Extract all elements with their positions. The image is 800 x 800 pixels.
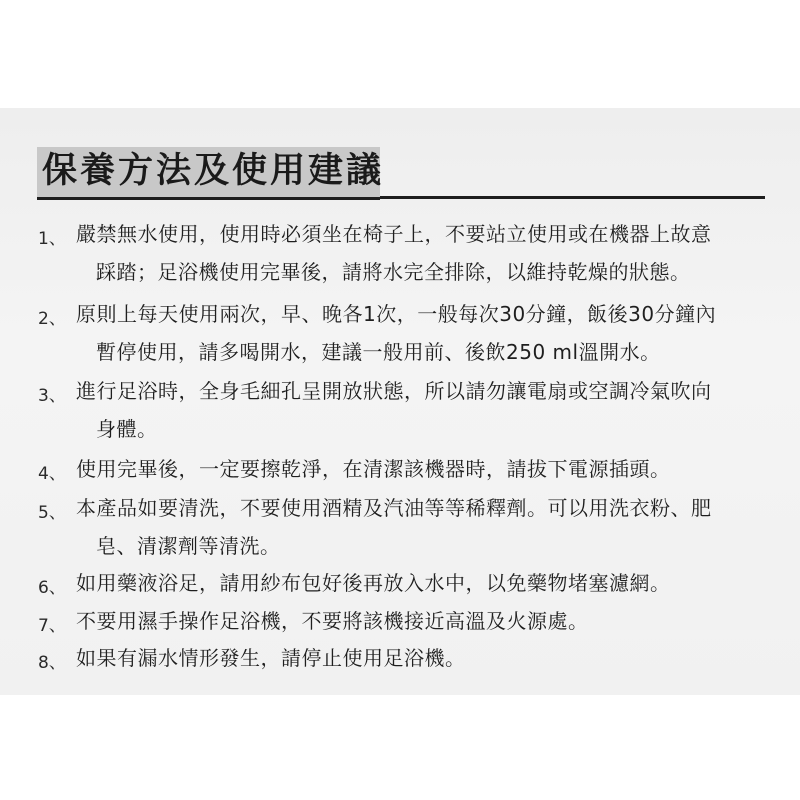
list-item-6 — [0, 571, 800, 611]
item-text-line1: 使用完畢後，一定要擦乾淨，在清潔該機器時，請拔下電源插頭。 — [76, 457, 671, 481]
item-text-line1: 不要用濕手操作足浴機，不要將該機接近高溫及火源處。 — [76, 609, 589, 633]
item-number: 3、 — [38, 386, 66, 406]
item-text-line1: 嚴禁無水使用，使用時必須坐在椅子上，不要站立使用或在機器上故意 — [76, 222, 712, 246]
item-text-line2: 皂、清潔劑等清洗。 — [96, 534, 281, 558]
list-item-5 — [0, 496, 800, 558]
item-text-line2: 身體。 — [96, 417, 158, 441]
item-text-line1: 如果有漏水情形發生，請停止使用足浴機。 — [76, 646, 466, 670]
page-title: 保養方法及使用建議 — [42, 151, 385, 191]
list-item-8 — [0, 646, 800, 686]
item-text-line1: 如用藥液浴足，請用紗布包好後再放入水中，以免藥物堵塞濾網。 — [76, 571, 671, 595]
list-item-1 — [0, 222, 800, 284]
item-number: 5、 — [38, 503, 66, 523]
item-text-line2: 踩踏；足浴機使用完畢後，請將水完全排除，以維持乾燥的狀態。 — [96, 260, 691, 284]
item-number: 4、 — [38, 464, 66, 484]
title-underline — [380, 196, 765, 199]
item-number: 2、 — [38, 309, 66, 329]
item-text-line1: 進行足浴時，全身毛細孔呈開放狀態，所以請勿讓電扇或空調冷氣吹向 — [76, 379, 712, 403]
item-text-line1: 本產品如要清洗，不要使用酒精及汽油等等稀釋劑。可以用洗衣粉、肥 — [76, 496, 712, 520]
list-item-7 — [0, 609, 800, 649]
item-number: 8、 — [38, 653, 66, 673]
item-text-line1: 原則上每天使用兩次，早、晚各1次，一般每次30分鐘，飯後30分鐘內 — [76, 302, 717, 326]
item-number: 7、 — [38, 616, 66, 636]
list-item-4 — [0, 457, 800, 497]
item-number: 1、 — [38, 229, 66, 249]
item-text-line2: 暫停使用，請多喝開水，建議一般用前、後飲250 ml溫開水。 — [96, 340, 661, 364]
list-item-2 — [0, 302, 800, 364]
list-item-3 — [0, 379, 800, 441]
item-number: 6、 — [38, 578, 66, 598]
